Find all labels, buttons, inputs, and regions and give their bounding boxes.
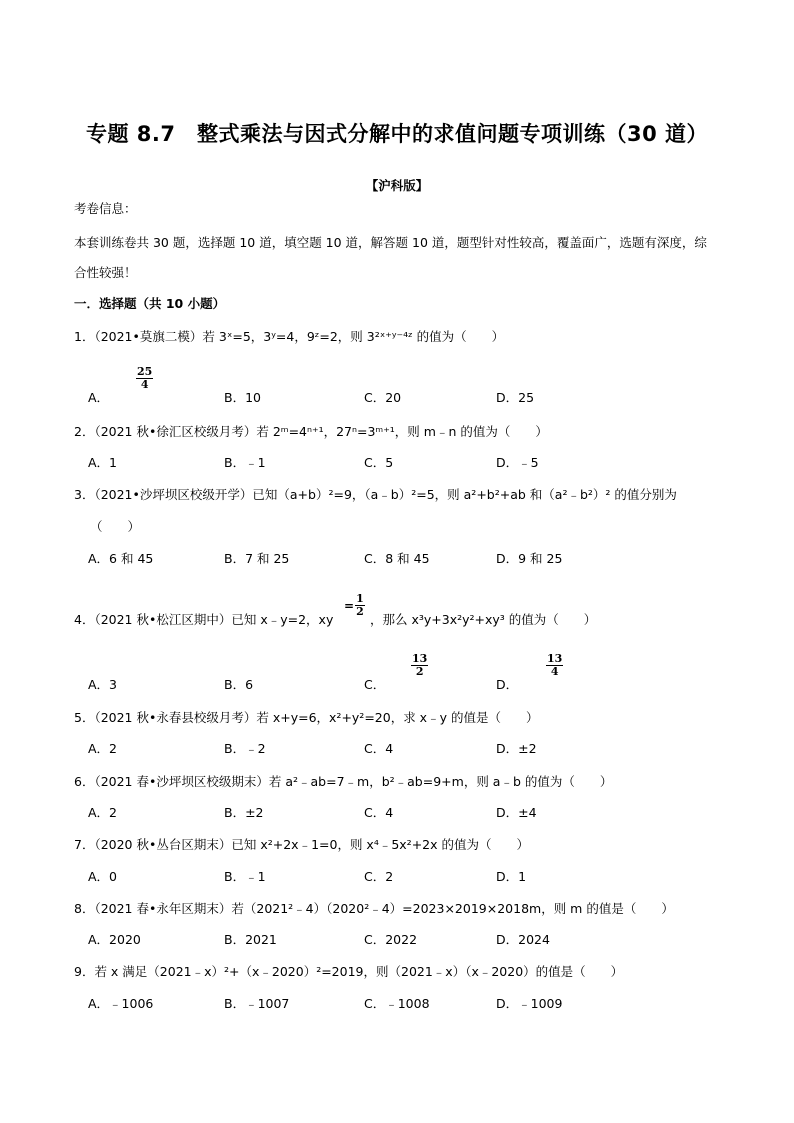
question-9-option-c: C．﹣1008 [364, 996, 430, 1011]
question-9-option-d: D．﹣1009 [496, 996, 563, 1011]
section-heading-choice: 一．选择题（共 10 小题） [74, 296, 226, 311]
question-4-stem-fraction: = $\frac{1}{2}$ [344, 592, 364, 618]
question-5-option-d: D．±2 [496, 741, 537, 756]
question-4-option-c: C． [364, 677, 386, 692]
question-6-option-c: C．4 [364, 805, 394, 820]
question-8-option-b: B．2021 [224, 932, 277, 947]
question-4-stem-a: 4．（2021 秋•松江区期中）已知 x﹣y=2，xy [74, 612, 334, 627]
question-3-option-d: D．9 和 25 [496, 551, 563, 566]
question-1-option-d: D．25 [496, 390, 535, 405]
question-2-option-b: B．﹣1 [224, 455, 266, 470]
question-4-option-d-fraction: $\frac{13}{4}$ [547, 652, 563, 678]
question-3-stem-cont: （ ） [90, 519, 141, 534]
question-8-stem: 8．（2021 春•永年区期末）若（2021²﹣4）（2020²﹣4）=2023×2019×2018m，则 m 的值是（ ） [74, 901, 674, 916]
question-6-option-d: D．±4 [496, 805, 537, 820]
question-1-stem: 1．（2021•莫旗二模）若 3ˣ=5，3ʸ=4，9ᶻ=2，则 3²ˣ⁺ʸ⁻⁴ᶻ 的值为（ ） [74, 329, 505, 344]
question-7-stem: 7．（2020 秋•丛台区期末）已知 x²+2x﹣1=0，则 x⁴﹣5x²+2x 的值为（ ） [74, 837, 529, 852]
question-8-option-c: C．2022 [364, 932, 418, 947]
question-5-stem: 5．（2021 秋•永春县校级月考）若 x+y=6，x²+y²=20，求 x﹣y 的值是（ ） [74, 710, 539, 725]
question-2-option-a: A．1 [88, 455, 118, 470]
question-9-option-b: B．﹣1007 [224, 996, 290, 1011]
question-4-option-c-fraction: $\frac{13}{2}$ [412, 652, 428, 678]
question-8-option-d: D．2024 [496, 932, 550, 947]
question-3-option-b: B．7 和 25 [224, 551, 290, 566]
question-4-option-a: A．3 [88, 677, 118, 692]
question-6-stem: 6．（2021 春•沙坪坝区校级期末）若 a²﹣ab=7﹣m，b²﹣ab=9+m，则 a﹣b 的值为（ ） [74, 774, 613, 789]
question-9-option-a: A．﹣1006 [88, 996, 154, 1011]
page-title: 专题 8.7 整式乘法与因式分解中的求值问题专项训练（30 道） [85, 122, 709, 146]
question-7-option-a: A．0 [88, 869, 118, 884]
question-9-stem: 9．若 x 满足（2021﹣x）²+（x﹣2020）²=2019，则（2021﹣x）（x﹣2020）的值是（ ） [74, 964, 624, 979]
question-6-option-a: A．2 [88, 805, 118, 820]
question-2-stem: 2．（2021 秋•徐汇区校级月考）若 2ᵐ=4ⁿ⁺¹，27ⁿ=3ᵐ⁺¹，则 m﹣n 的值为（ ） [74, 424, 548, 439]
question-4-option-b: B．6 [224, 677, 254, 692]
question-5-option-c: C．4 [364, 741, 394, 756]
question-2-option-d: D．﹣5 [496, 455, 539, 470]
question-2-option-c: C．5 [364, 455, 394, 470]
question-3-option-c: C．8 和 45 [364, 551, 430, 566]
question-6-option-b: B．±2 [224, 805, 264, 820]
question-4-stem-b: ，那么 x³y+3x²y²+xy³ 的值为（ ） [370, 612, 597, 627]
question-1-option-a-fraction: $\frac{25}{4}$ [137, 365, 153, 391]
intro-line-2: 合性较强！ [74, 265, 137, 280]
question-7-option-b: B．﹣1 [224, 869, 266, 884]
question-3-stem: 3．（2021•沙坪坝区校级开学）已知（a+b）²=9，（a﹣b）²=5，则 a²+b²+ab 和（a²﹣b²）² 的值分别为 [74, 487, 677, 502]
edition-label: 【沪科版】 [365, 178, 429, 193]
info-label: 考卷信息： [74, 201, 137, 216]
intro-line-1: 本套训练卷共 30 题，选择题 10 道，填空题 10 道，解答题 10 道，题型针对性较高，覆盖面广，选题有深度，综 [74, 235, 707, 250]
question-7-option-d: D．1 [496, 869, 527, 884]
question-5-option-a: A．2 [88, 741, 118, 756]
question-8-option-a: A．2020 [88, 932, 141, 947]
question-1-option-b: B．10 [224, 390, 261, 405]
question-4-option-d: D． [496, 677, 519, 692]
question-1-option-c: C．20 [364, 390, 402, 405]
question-3-option-a: A．6 和 45 [88, 551, 154, 566]
question-5-option-b: B．﹣2 [224, 741, 266, 756]
question-1-option-a: A． [88, 390, 110, 405]
question-7-option-c: C．2 [364, 869, 394, 884]
